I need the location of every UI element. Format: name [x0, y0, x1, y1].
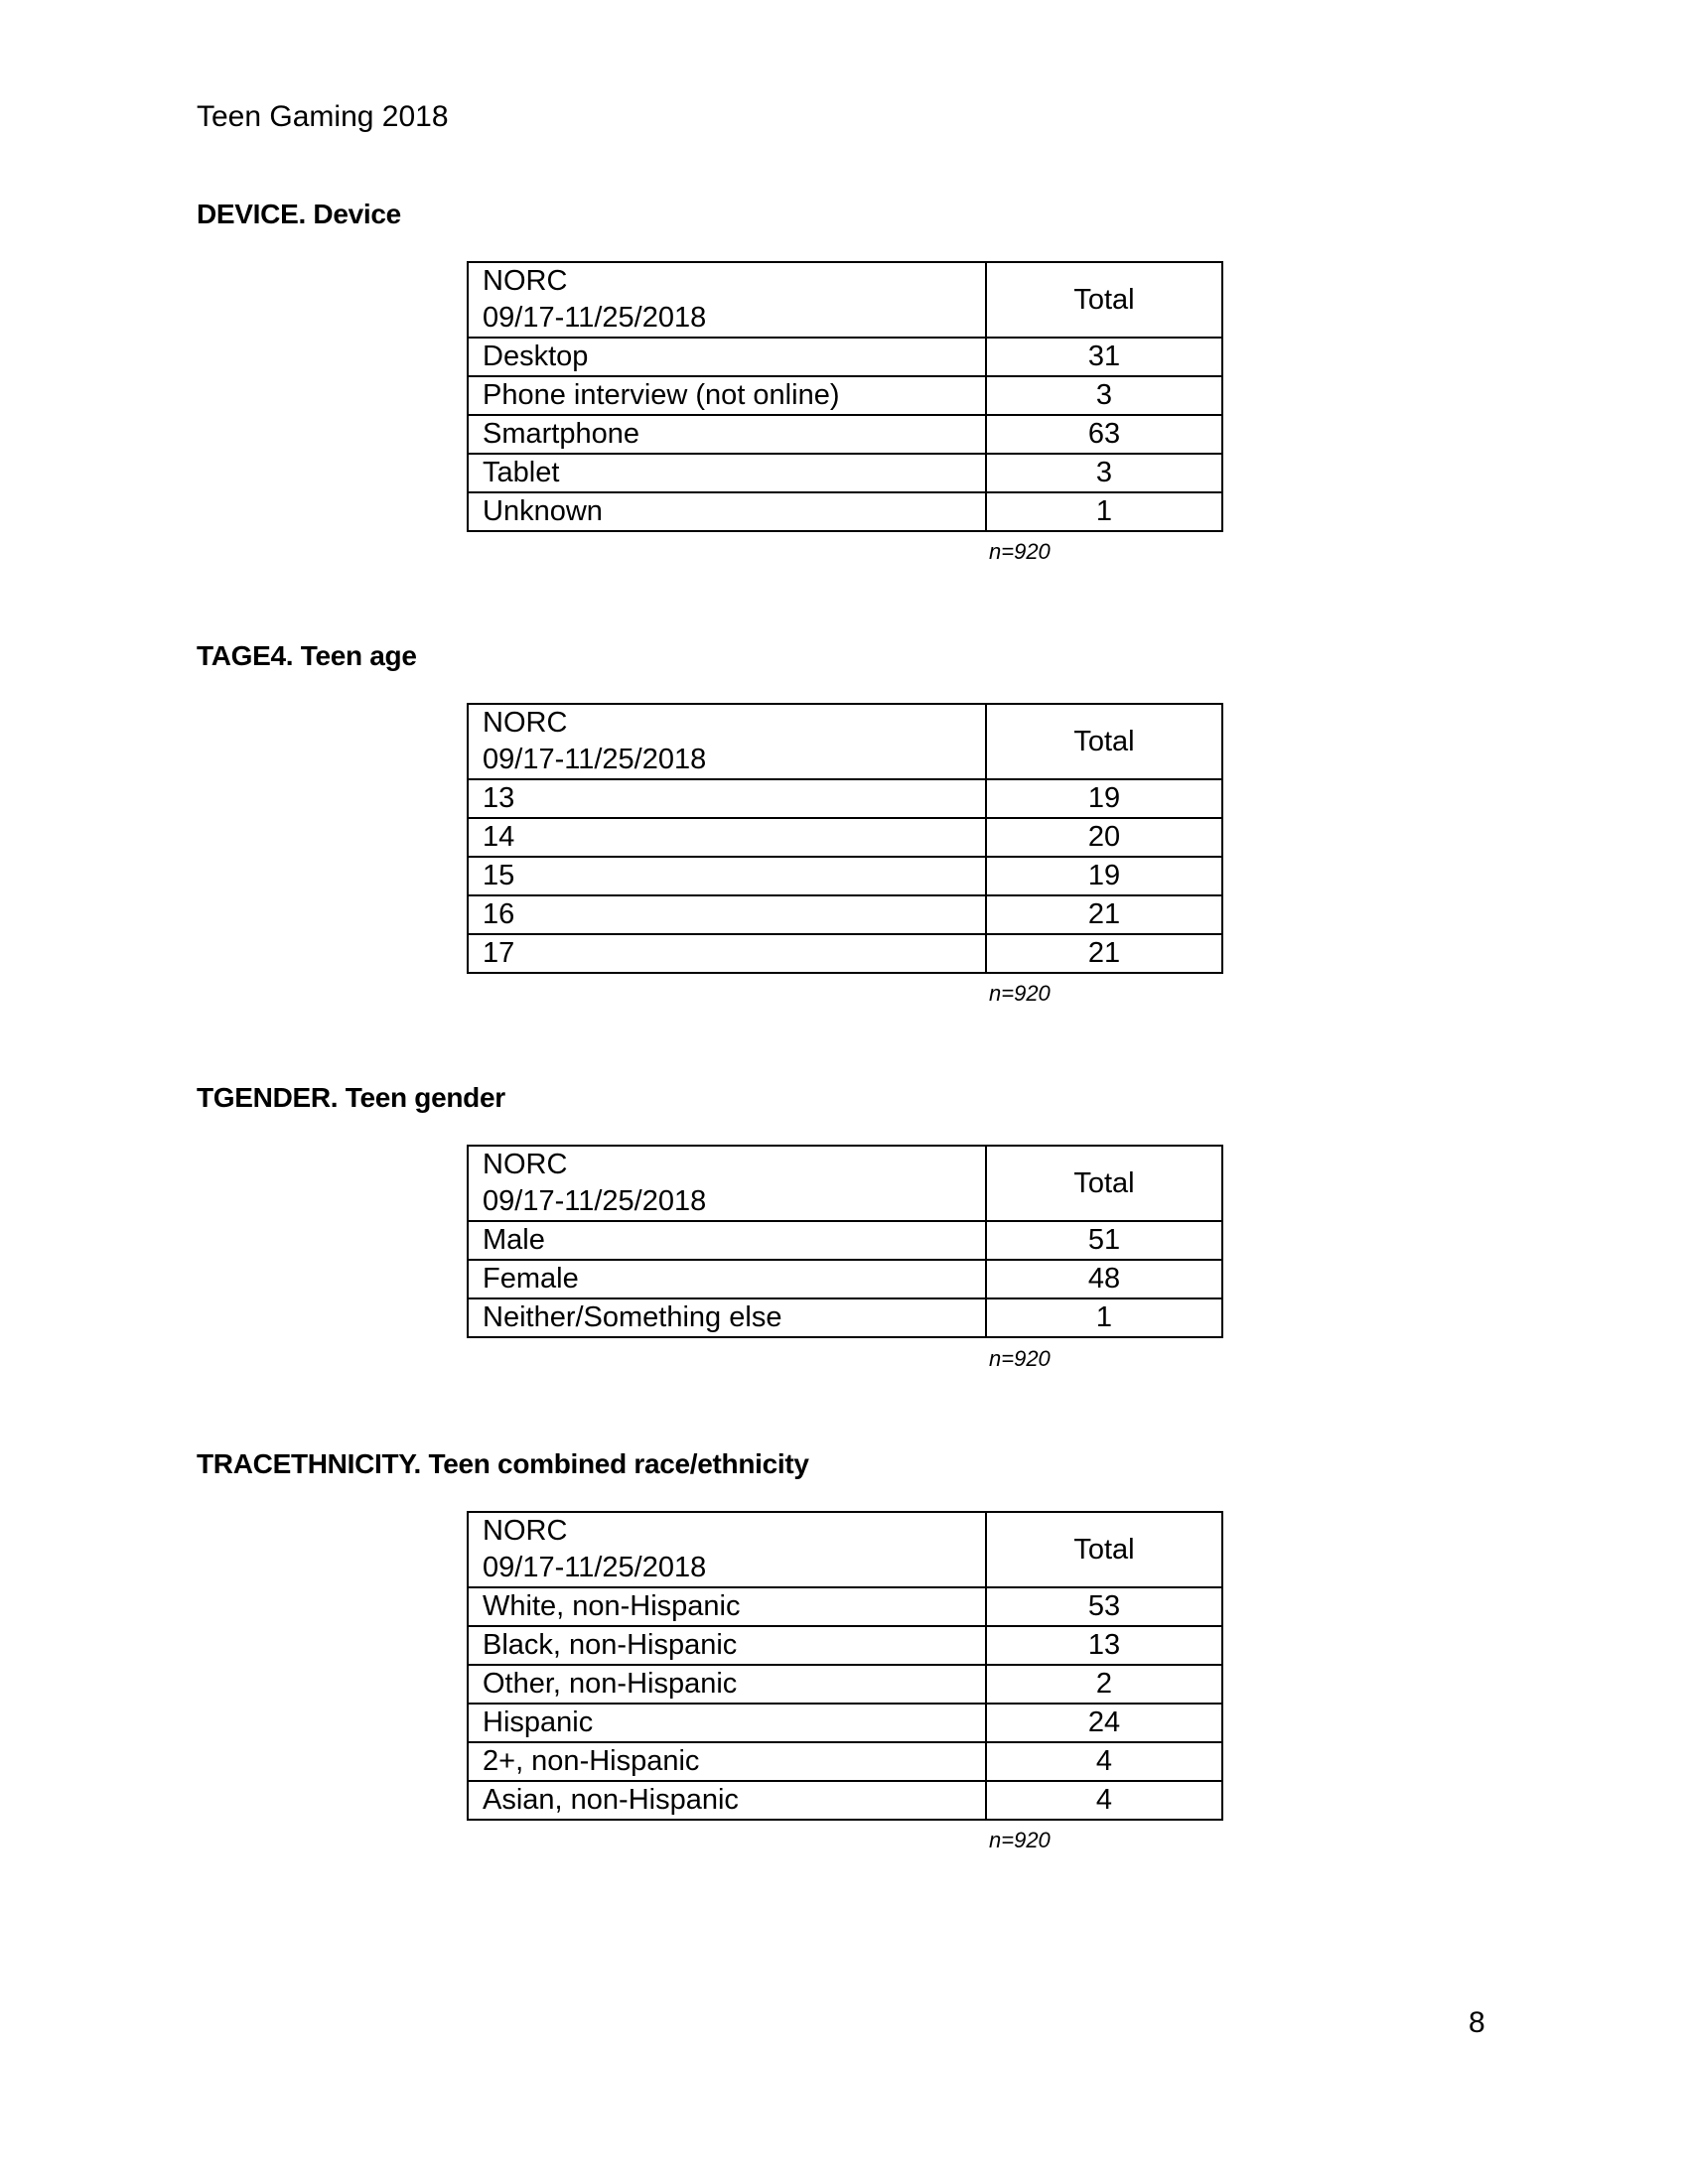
table-row	[468, 895, 1222, 934]
row-value: 51	[986, 1221, 1222, 1260]
row-label: 14	[468, 818, 986, 857]
table-row	[468, 779, 1222, 818]
header-label-cell	[468, 704, 986, 779]
row-label: 13	[468, 779, 986, 818]
row-value: 53	[986, 1587, 1222, 1626]
frequency-table	[467, 261, 1223, 532]
table-row	[468, 934, 1222, 973]
row-label: Neither/Something else	[468, 1298, 986, 1337]
table-row	[468, 1260, 1222, 1298]
row-label: Desktop	[468, 338, 986, 376]
page-number: 8	[1469, 2006, 1485, 2039]
header-label-cell	[468, 1146, 986, 1221]
table-header-row	[468, 1512, 1222, 1587]
row-value: 13	[986, 1626, 1222, 1665]
row-value: 3	[986, 454, 1222, 492]
table-row	[468, 1742, 1222, 1781]
sample-size-note: n=920	[989, 1346, 1051, 1371]
table-header-row	[468, 262, 1222, 338]
row-value: 3	[986, 376, 1222, 415]
section-heading: TGENDER. Teen gender	[197, 1082, 505, 1113]
section-teen-gender	[197, 1080, 1497, 1371]
row-value: 19	[986, 857, 1222, 895]
row-label: 16	[468, 895, 986, 934]
table-row	[468, 1221, 1222, 1260]
section-device	[197, 197, 1497, 564]
header-date-range: 09/17-11/25/2018	[483, 302, 707, 334]
sample-size-note: n=920	[989, 539, 1051, 564]
header-total: Total	[986, 704, 1222, 779]
table-row	[468, 818, 1222, 857]
header-total: Total	[986, 1146, 1222, 1221]
table-row	[468, 1626, 1222, 1665]
row-label: Hispanic	[468, 1704, 986, 1742]
running-header: Teen Gaming 2018	[197, 100, 449, 133]
table-row	[468, 857, 1222, 895]
section-teen-race-ethnicity	[197, 1446, 1497, 1852]
section-teen-age	[197, 638, 1497, 1006]
row-value: 21	[986, 934, 1222, 973]
row-value: 2	[986, 1665, 1222, 1704]
row-label: 15	[468, 857, 986, 895]
row-label: Unknown	[468, 492, 986, 531]
table-header-row	[468, 1146, 1222, 1221]
row-label: Asian, non-Hispanic	[468, 1781, 986, 1820]
section-heading: TAGE4. Teen age	[197, 640, 417, 671]
header-date-range: 09/17-11/25/2018	[483, 1185, 707, 1217]
header-date-range: 09/17-11/25/2018	[483, 744, 707, 775]
row-value: 48	[986, 1260, 1222, 1298]
row-label: Female	[468, 1260, 986, 1298]
row-value: 31	[986, 338, 1222, 376]
section-heading: DEVICE. Device	[197, 199, 401, 229]
header-source: NORC	[483, 1149, 568, 1180]
row-label: Tablet	[468, 454, 986, 492]
table-row	[468, 1665, 1222, 1704]
sample-size-note: n=920	[989, 1828, 1051, 1852]
row-value: 21	[986, 895, 1222, 934]
table-row	[468, 376, 1222, 415]
frequency-table	[467, 703, 1223, 974]
header-date-range: 09/17-11/25/2018	[483, 1552, 707, 1583]
row-value: 63	[986, 415, 1222, 454]
row-value: 4	[986, 1742, 1222, 1781]
row-value: 1	[986, 492, 1222, 531]
header-total: Total	[986, 1512, 1222, 1587]
row-value: 1	[986, 1298, 1222, 1337]
row-label: Smartphone	[468, 415, 986, 454]
table-row	[468, 1781, 1222, 1820]
header-source: NORC	[483, 1515, 568, 1547]
sample-size-note: n=920	[989, 981, 1051, 1006]
row-label: Other, non-Hispanic	[468, 1665, 986, 1704]
row-label: 17	[468, 934, 986, 973]
table-row	[468, 1704, 1222, 1742]
header-label-cell	[468, 1512, 986, 1587]
row-value: 4	[986, 1781, 1222, 1820]
table-row	[468, 1298, 1222, 1337]
table-row	[468, 454, 1222, 492]
row-value: 24	[986, 1704, 1222, 1742]
frequency-table	[467, 1145, 1223, 1338]
row-label: Black, non-Hispanic	[468, 1626, 986, 1665]
table-header-row	[468, 704, 1222, 779]
row-label: Phone interview (not online)	[468, 376, 986, 415]
row-value: 20	[986, 818, 1222, 857]
header-source: NORC	[483, 707, 568, 739]
row-label: Male	[468, 1221, 986, 1260]
header-source: NORC	[483, 265, 568, 297]
header-label-cell	[468, 262, 986, 338]
section-heading: TRACETHNICITY. Teen combined race/ethnicity	[197, 1448, 809, 1479]
table-row	[468, 415, 1222, 454]
header-total: Total	[986, 262, 1222, 338]
frequency-table	[467, 1511, 1223, 1821]
table-row	[468, 492, 1222, 531]
table-row	[468, 1587, 1222, 1626]
row-label: White, non-Hispanic	[468, 1587, 986, 1626]
row-label: 2+, non-Hispanic	[468, 1742, 986, 1781]
row-value: 19	[986, 779, 1222, 818]
table-row	[468, 338, 1222, 376]
